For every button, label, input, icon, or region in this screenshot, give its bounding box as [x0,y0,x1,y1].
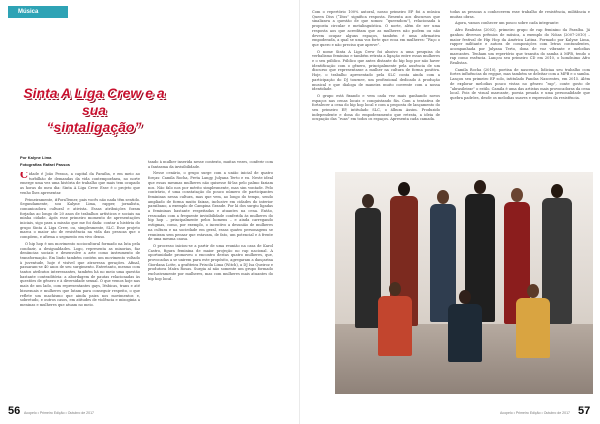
right-column-1 [312,10,440,168]
drop-cap: C [20,172,28,181]
photo-person [513,284,553,374]
article-title-line1: Sinta A Liga Crew e a sua [23,85,165,118]
paragraph: todas as pessoas a conhecerem esse trabalho de resistência, militância e muitas obras. [450,10,590,19]
paragraph [20,172,140,196]
footer-left: Acopelo • Primeiro Edição • Outubro de 2017 [24,411,94,415]
page-number-left: 56 [8,405,21,417]
byline-author: Por Kalyne Lima [20,155,52,160]
section-tag: Música [8,6,68,18]
article-title-line2: “sintaligação” [46,119,142,135]
paragraph: O nome Sinta A Liga Crew foi alusivo a uma pesquisa do verbalismo feminino e também retrata a ligação entre essas mulheres e o seu público. Público que antes distante do hip hop por não haver identificação com o gênero, principalmente pela ausência de um discurso que representasse a mulher na cultura de forma positiva. Hoje, o trabalho apresentado pela SLC conta ainda com a participação do DJ tournee, um profissional dedicado à produção musical e que dialoga de maneira muito coerente com a nossa identidade. [312,49,440,92]
paragraph: Primeiramente, #ForaTemer, pais vocês não nada têm sentido. Segundamente, sou Kalyne Lima, rapper, jornalista, comunicadora cultural e ativista. Essas atribuições foram forjadas ao longo de 20 anos de trabalhos artísticos e sociais na minha cidade. Após esse primeiro momento de apresentações iniciais, sigo para a missão que me foi dada: contar a história do grupo Sinta A Liga Crew, ou, simplesmente, SLC. Esse projeto marca o maior ato de resistência na vida das pessoas que o compõem, e afirma o segmento em vivo denso. [20,197,140,240]
paragraph: Afro Realistas (2002), primeiro grupo de rap feminino da Paraíba. Já ganhou diversos prêmios de música, a exemplo do Nóias (2007-2010) – maior festival de Hip Hop da América Latina. Formado por Kalyne Lima, rapper militante e autora de composições com letras contundentes, acompanhada por Julyana Terto, dona de voz vibrante e melodias marcantes. Tenham um repertório que transita do samba à MPB, tendo o rap como essência. Lançou seu primeiro CD em 2010, o homônimo Afro Realistas. [450,28,590,66]
photo-person [445,290,485,380]
paragraph: Com o repertório 100% autoral, nosso primeiro EP foi a música Queen Diss (“Diss” significa resposta. Resenta aos discursos que sinalizava a questão de que somos: “queendom”), relacionada à proposta circular e metalinguística. O norte, além de ser uma resposta aos que acreditam que as mulheres não podem ou não devem ocupar alguns espaços, também é uma afirmativa empoderada, a qual se uma voz forte que ecoa em mulheres: “Faço o que quero e não preciso que aprove”. [312,10,440,47]
paragraph-text: idade é João Pessoa, a capital da Paraíba, e em meio ao turbilhão de demandas da vida contemporânea, no norte emerge uma vez uma história de trabalho que mais tem ocupado as horas do meu dia: Sinta A Liga Crew. Esse é o projeto que venho lhes apresentar. [20,172,140,195]
photo-person [375,282,415,372]
paragraph: O processo iniciou-se a partir de uma reunião na casa de Karol Castro, figura feminina de maior projeção no rap nacional. A oportunidade promoveu o encontro destas quatro mulheres, que, provocadas a se unirem para este propósito, agregaram a dançarina Giordana Lotte, a grafiteira Priscila Lima (Witch), a DJ Isa Queiroz e produtora Maíra Rosas. Surgia aí não somente um grupo formado exclusivamente por mulheres, mas com mulheres mais atuantes do hip hop local. [148,243,273,281]
paragraph: Camila Rocha (2010), poetisa de nascença, lidiciaa seu trabalho com fortes influências do reggae, mas também se deleitar com a MPB e o samba. Lançou seu primeiro EP solo, intitulado Pandas Nascentes, em 2015. Além de explorar melodias pouco vistas no gênero “rap”, conte gosto de “abrasileirar” o estilo. Camila é uma das artistas mais provocadoras da cena local. Pois de visual marcante, poesia pesada e uma personalidade que quebra padrões, desde os melodias suaves e expressões da resistência. [450,67,590,100]
paragraph: tando à mulher inserida nesse contexto, muitas vezes, conferir com a fantasma da invisibilidade. [148,160,273,169]
byline-photo: Fotografias Rafael Passos [20,162,71,167]
footer-right: Acopelo • Primeiro Edição • Outubro de 2017 [500,411,570,415]
left-column-1 [20,172,140,397]
left-column-2 [148,160,273,397]
paragraph: Agora, vamos conhecer um pouco sobre cada integrante: [455,21,560,26]
page-number-right: 57 [578,405,591,417]
paragraph: O grupo está fixando e vem cada vez mais ganhando novos espaços nas cenas locais e conquistando fãs. Com a tentativa de fortalecer a cena do hip hop local e com a proposta de lançamento do seu primeiro EP, intitulado SLC, o álbum Assim. Produzido independente e dona do empoderamento que retrata, a ideia de ocupação das “ruas” em todos os espaços. Apresenta cada camada. [312,93,440,122]
paragraph: Nesse cenário, o grupo surge com a união inicial de quatro forças: Camila Rocha, Preta Langy, Julyana Terto e eu. Neste ideal que essas mesmas mulheres não quisesse fá-las pelo palmo faziam nos. Não falo nos por mérito simplesmente, mas sim vontade. Pelo contrário, é uma constatação do pouco número de participantes femininas nessa cultura, mas que vem, ao longo do tempo, sendo ampliado de forma muito faixas, inclusive em cidades do interior paraibano, a exemplo de Campina Grande. Por lá dos surgiu ligadas a femininas bastante respeitadas e atuantes na cena. Então, ressoadas com a frequente invisibilidade conferida às mulheres do hip hop – principalmente pelos homens – e ainda carregando estigmas, como, por exemplo, o incentivo a desunião de mulheres na cultura e na sociedade em geral, essas quatro personagens se reuniram sem pensar que estavam, de fato, um potencial e à frente de uma mesma causa. [148,171,273,242]
paragraph: O hip hop é um movimento sociocultural formado na luta pela conduzir, a desigualdades. Logo, representa as minorias, faz denúncias sociais e desenvolve a arte como instrumento de transformação. Em lindo também contém um movimento voltado à juventude, hoje é visível que atravessa gerações. Afinal, passaram-se 40 anos de seu surgimento. Entretanto, mesmo com tantos atributos interessantes, também há no meio uma questão bastante contraditória: a abordagem de pautas relacionadas às questões de gênero e à diversidade sexual. O que vemos hoje nas mais de um lado, com representantes gays, lésbicas, trans e até bissexuais e mulheres que lutam para conseguir respeito, o que reflete um machismo que ainda paira nos movimentos e, sobretudo, e outros casos, em atitudes de violência e misoginia a meninas e mulheres que atuam no meio. [20,241,140,307]
article-title [14,85,174,136]
group-photo [335,172,593,394]
right-column-2 [450,10,590,168]
